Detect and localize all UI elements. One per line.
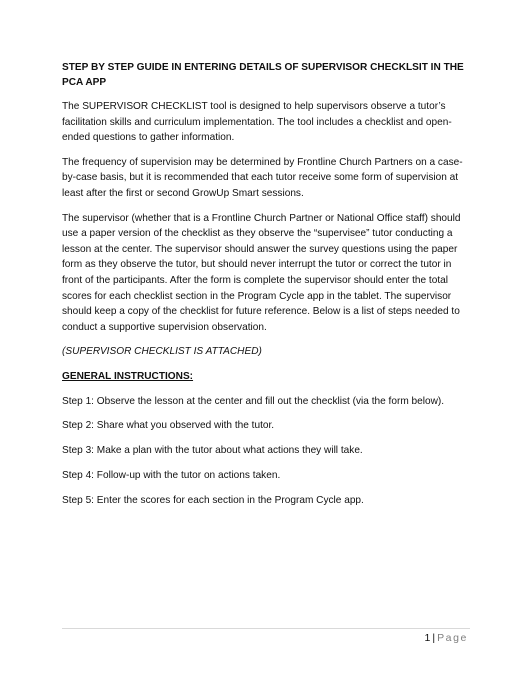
- step-item: Step 1: Observe the lesson at the center and fill out the checklist (via the form below).: [62, 395, 445, 407]
- attached-note: (SUPERVISOR CHECKLIST IS ATTACHED): [62, 346, 262, 358]
- page-number: 1: [424, 632, 431, 644]
- steps-list: [62, 394, 472, 510]
- procedure-paragraph: The supervisor (whether that is a Frontline Church Partner or National Office staff) should use a paper version of the checklist as they observe the “supervisee” tutor conducting a lesson at the center. The supervisor should answer the survey questions using the paper form as they observe the tutor, but should never interrupt the tutor or correct the tutor in front of the participants. After the form is complete the supervisor should enter the total scores for each checklist section in the Program Cycle app in the tablet. The supervisor should keep a copy of the checklist for future reference. Below is a list of steps needed to conduct a supportive supervision observation.: [62, 212, 461, 333]
- document-body: [62, 60, 472, 518]
- document-title: STEP BY STEP GUIDE IN ENTERING DETAILS OF SUPERVISOR CHECKLSIT IN THE PCA APP: [62, 62, 464, 88]
- frequency-paragraph: The frequency of supervision may be determined by Frontline Church Partners on a case-by-case basis, but it is recommended that each tutor receive some form of supervision at least after the first or second GrowUp Smart sessions.: [62, 156, 463, 199]
- page-footer: [424, 632, 468, 644]
- step-item: Step 3: Make a plan with the tutor about what actions they will take.: [62, 445, 363, 457]
- general-instructions-heading: GENERAL INSTRUCTIONS:: [62, 370, 194, 382]
- step-item: Step 5: Enter the scores for each section in the Program Cycle app.: [62, 495, 364, 507]
- page-label: Page: [437, 632, 468, 644]
- footer-divider: [62, 628, 470, 629]
- intro-paragraph: The SUPERVISOR CHECKLIST tool is designed to help supervisors observe a tutor’s facilitation skills and curriculum implementation. The tool includes a checklist and open-ended questions to gather information.: [62, 101, 452, 144]
- footer-separator: |: [432, 632, 436, 644]
- step-item: Step 2: Share what you observed with the tutor.: [62, 420, 275, 432]
- step-item: Step 4: Follow-up with the tutor on actions taken.: [62, 470, 281, 482]
